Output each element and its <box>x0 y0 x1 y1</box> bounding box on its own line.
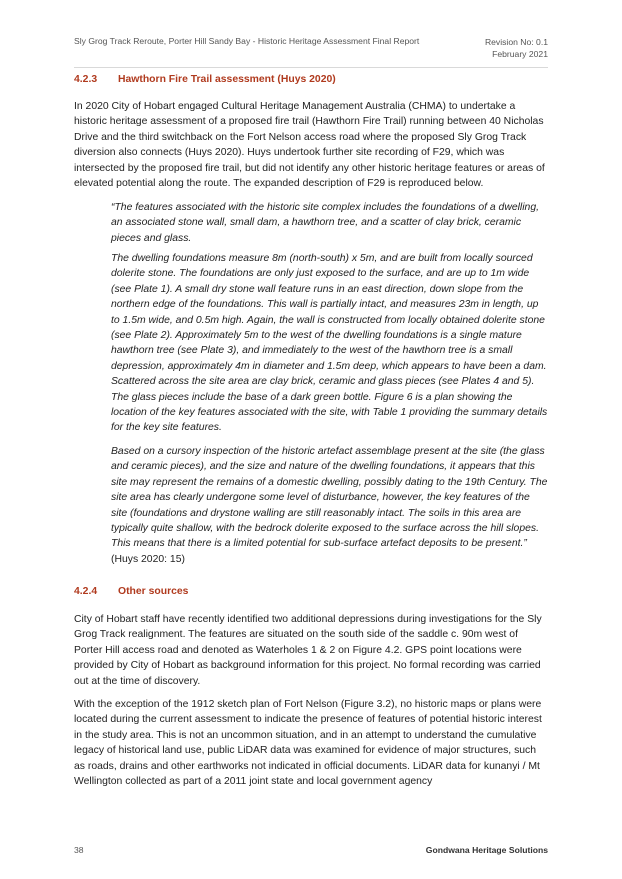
header-divider <box>74 67 548 68</box>
page-header <box>74 36 548 68</box>
quote-paragraph-2: The dwelling foundations measure 8m (north-south) x 5m, and are built from locally sourced dolerite stone. The foundations are only just exposed to the surface, and are up to 1m wide (see Plate 1). A small dry stone wall feature runs in an east direction, down slope from the northern edge of the foundations. This wall is partially intact, and measures 23m in length, up to 1.5m wide, and 0.5m high. Again, the wall is constructed from locally obtained dolerite stone (see Plate 2). Approximately 5m to the west of the dwelling foundations is a single mature hawthorn tree (see Plate 3), and immediately to the west of the hawthorn tree is a small depression, approximately 4m in diameter and 1.5m deep, which appears to have been a dam. Scattered across the site area are clay brick, ceramic and glass pieces (see Plates 4 and 5). The glass pieces include the base of a dark green bottle. Figure 6 is a plan showing the location of the key features associated with the site, with Table 1 providing the summary details for the key site features. <box>111 253 548 434</box>
revision-number: Revision No: 0.1 <box>484 37 548 47</box>
section-heading-4-2-4 <box>74 586 188 597</box>
intro-paragraph: In 2020 City of Hobart engaged Cultural Heritage Management Australia (CHMA) to undertake a historic heritage assessment of a proposed fire trail (Hawthorn Fire Trail) running between 40 Nicholas Drive and the third switchback on the Fort Nelson access road where the proposed Sly Grog Track diversion also connects (Huys 2020). Huys undertook further site recording of F29, which was intersected by the proposed fire trail, but did not identify any other historic heritage features or areas of elevated potential along the route. The expanded description of F29 is reproduced below. <box>74 101 545 190</box>
company-name: Gondwana Heritage Solutions <box>425 845 548 855</box>
quote-paragraph-3 <box>111 444 548 567</box>
section-title: Other sources <box>118 586 189 597</box>
other-sources-paragraph-1: City of Hobart staff have recently identified two additional depressions during investigations for the Sly Grog Track realignment. The features are situated on the south side of the saddle c. 90m west of Porter Hill access road and denoted as Waterholes 1 & 2 on Figure 4.2. GPS point locations were provided by City of Hobart as background information for this project. No formal recording was carried out at the time of discovery. <box>74 614 542 687</box>
section-heading-4-2-3 <box>74 74 336 85</box>
other-sources-paragraph-2: With the exception of the 1912 sketch plan of Fort Nelson (Figure 3.2), no historic maps or plans were located during the current assessment to indicate the presence of features of potential historic interest in the study area. This is not an uncommon situation, and in an attempt to understand the cumulative legacy of historical land use, public LiDAR data was examined for evidence of major structures, such as roads, drains and other earthworks not indicated in official documents. LiDAR data for kunanyi / Mt Wellington collected as part of a 2011 joint state and local government agency <box>74 699 542 788</box>
quote-paragraph-1: “The features associated with the historic site complex includes the foundations of a dwelling, an associated stone wall, small dam, a hawthorn tree, and a scatter of clay brick, ceramic pieces and glass. <box>111 202 539 244</box>
revision-block <box>485 36 548 60</box>
section-title: Hawthorn Fire Trail assessment (Huys 2020) <box>118 74 336 85</box>
page-number: 38 <box>74 845 84 855</box>
section-number: 4.2.4 <box>74 586 98 597</box>
quote-text: Based on a cursory inspection of the historic artefact assemblage present at the site (the glass and ceramic pieces), and the size and nature of the dwelling foundations, it appears that this site may represent the remains of a domestic dwelling, possibly dating to the 19th Century. The site area has clearly undergone some level of disturbance, however, the key features of the site (foundations and drystone walling are still reasonably intact. The soils in this area are typically quite shallow, with the bedrock dolerite exposed to the surface across the hill slopes. This means that there is a limited potential for sub-surface artefact deposits to be present.” <box>111 446 548 550</box>
report-title: Sly Grog Track Reroute, Porter Hill Sandy Bay - Historic Heritage Assessment Final Report <box>74 36 420 46</box>
section-number: 4.2.3 <box>74 74 98 85</box>
revision-date: February 2021 <box>492 49 548 59</box>
quote-citation: (Huys 2020: 15) <box>111 553 185 565</box>
